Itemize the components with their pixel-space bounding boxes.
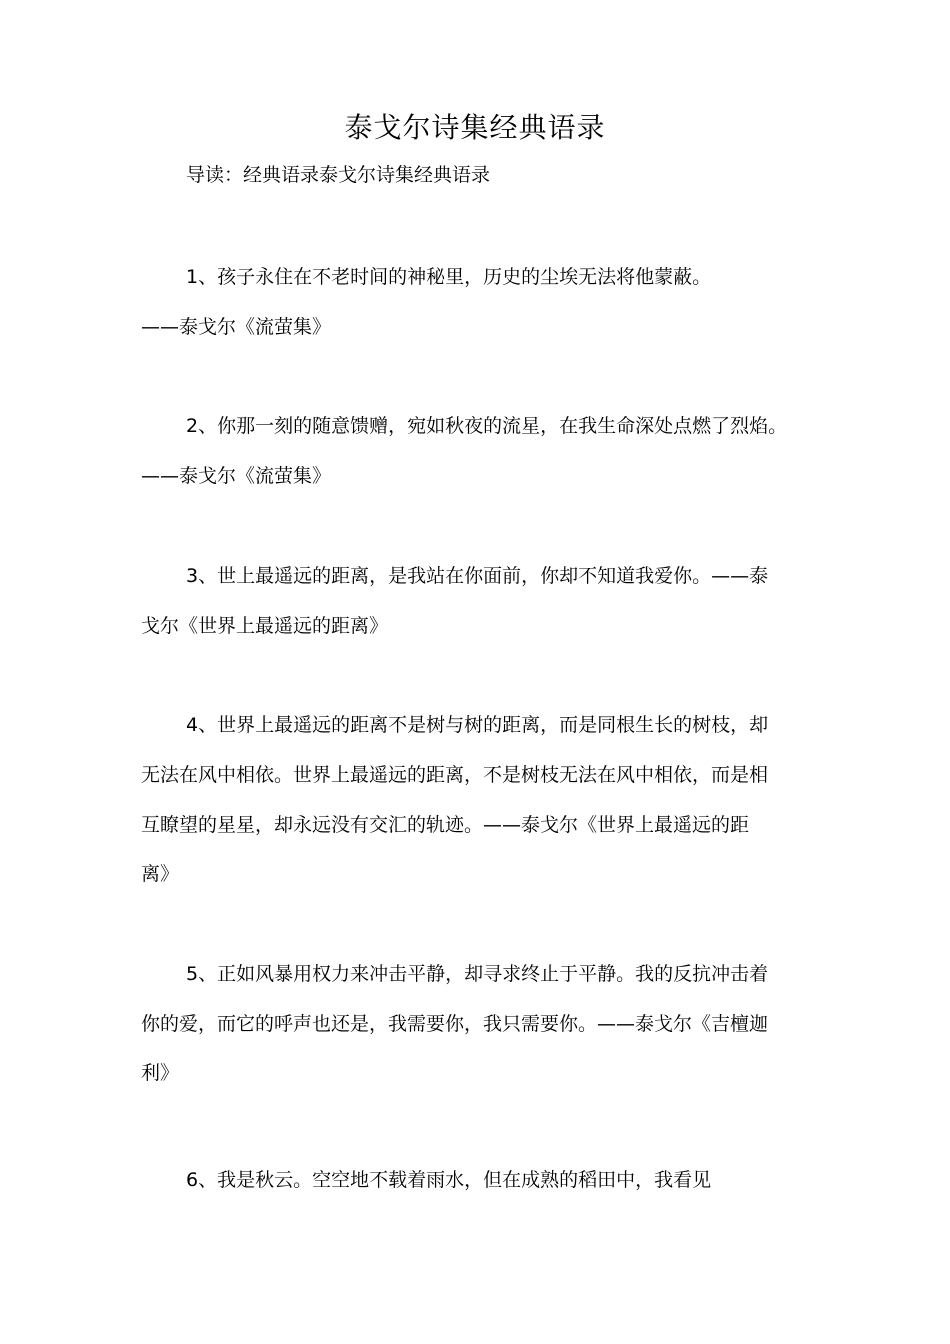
quote-4-line-1: 4、世界上最遥远的距离不是树与树的距离，而是同根生长的树枝，却 xyxy=(186,714,769,736)
quote-2-line-2: ——泰戈尔《流萤集》 xyxy=(141,465,332,487)
quote-1-line-2: ——泰戈尔《流萤集》 xyxy=(141,316,332,338)
quote-4-line-2: 无法在风中相依。世界上最遥远的距离，不是树枝无法在风中相依，而是相 xyxy=(141,764,769,786)
quote-4-line-3: 互瞭望的星星，却永远没有交汇的轨迹。——泰戈尔《世界上最遥远的距 xyxy=(141,814,750,836)
quote-3-line-2: 戈尔《世界上最遥远的距离》 xyxy=(141,615,389,637)
quote-1-line-1: 1、孩子永住在不老时间的神秘里，历史的尘埃无法将他蒙蔽。 xyxy=(186,266,712,288)
intro-text: 导读：经典语录泰戈尔诗集经典语录 xyxy=(186,164,491,186)
quote-3-line-1: 3、世上最遥远的距离，是我站在你面前，你却不知道我爱你。——泰 xyxy=(186,565,769,587)
quote-4-line-4: 离》 xyxy=(141,863,180,885)
quote-6-line-1: 6、我是秋云。空空地不载着雨水，但在成熟的稻田中，我看见 xyxy=(186,1169,712,1191)
quote-5-line-1: 5、正如风暴用权力来冲击平静，却寻求终止于平静。我的反抗冲击着 xyxy=(186,963,769,985)
quote-5-line-3: 利》 xyxy=(141,1062,180,1084)
document-title: 泰戈尔诗集经典语录 xyxy=(344,111,606,144)
quote-5-line-2: 你的爱，而它的呼声也还是，我需要你，我只需要你。——泰戈尔《吉檀迦 xyxy=(141,1013,769,1035)
quote-2-line-1: 2、你那一刻的随意馈赠，宛如秋夜的流星，在我生命深处点燃了烈焰。 xyxy=(186,415,788,437)
